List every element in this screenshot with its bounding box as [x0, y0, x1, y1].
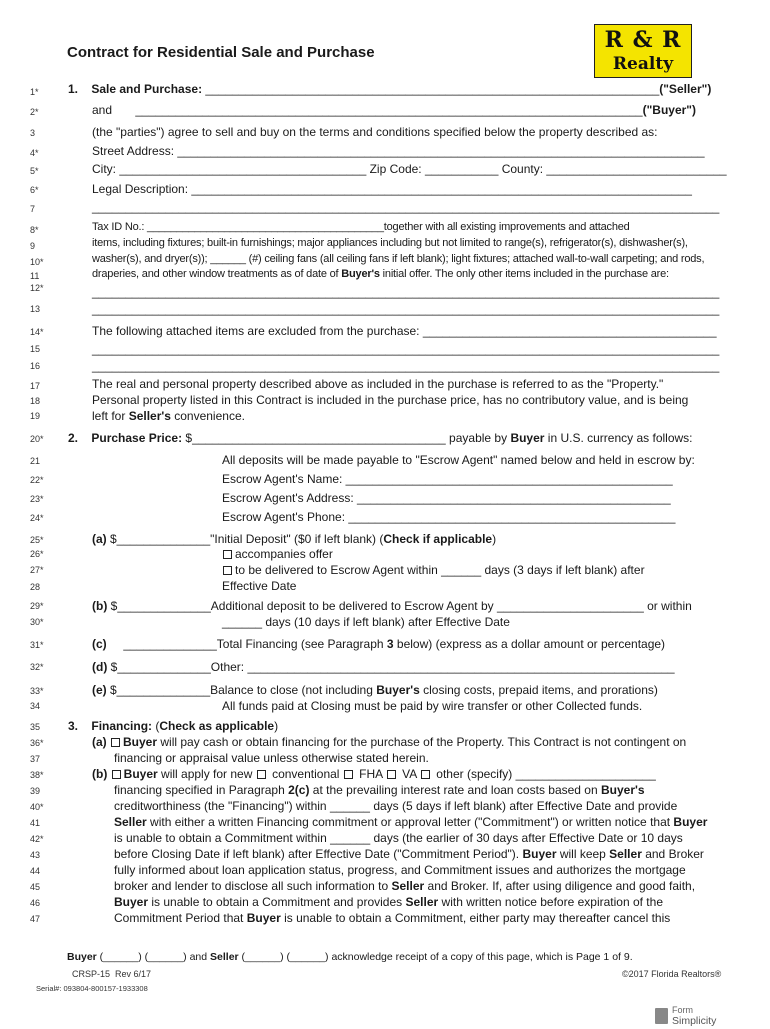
buyer-label: ("Buyer") [642, 103, 696, 117]
line-33-e: closing costs, prepaid items, and prorations) [419, 683, 658, 697]
line-27 [222, 563, 645, 578]
va-label: VA [398, 767, 420, 781]
line-36 [92, 735, 686, 750]
line-47 [114, 911, 670, 926]
line-25-c: "Initial Deposit" ($0 if left blank) ( [210, 532, 384, 546]
line-number: 13 [30, 304, 41, 314]
line-41-b: with either a written Financing commitment or approval letter ("Commitment") or written notice that [146, 815, 674, 829]
line-37: financing or appraisal value unless otherwise stated herein. [114, 751, 429, 765]
line-number: 23* [30, 494, 44, 504]
accompanies-offer-checkbox[interactable] [223, 550, 232, 559]
line-47-a: Commitment Period that [114, 911, 247, 925]
section-2-heading: Purchase Price: [91, 431, 183, 445]
legal-description-field[interactable]: Legal Description: ___________________________________________________________________________ [92, 182, 692, 196]
line-38-c: will apply for new [157, 767, 256, 781]
line-39-a: financing specified in Paragraph [114, 783, 289, 797]
line-31-num: 3 [386, 637, 394, 651]
line-33-c: Balance to close (not including [210, 683, 377, 697]
line-9: items, including fixtures; built-in furnishings; major appliances including but not limited to range(s), refrigerator(s), dishwasher(s), [92, 237, 688, 249]
line-28: Effective Date [222, 579, 297, 593]
line-25 [92, 532, 496, 547]
line-41-buyer: Buyer [673, 815, 708, 829]
line-20-f: in U.S. currency as follows: [544, 431, 693, 445]
line-45-c: and Broker. If, after using diligence and good faith, [424, 879, 696, 893]
buyer-initials-fields[interactable]: (______) (______) and [96, 951, 211, 963]
line-46-d: with written notice before expiration of the [438, 895, 663, 909]
line-36-buyer: Buyer [123, 735, 158, 749]
line-2 [92, 103, 696, 118]
line-20 [68, 431, 693, 446]
line-45-seller: Seller [391, 879, 425, 893]
line-35-check: Check as applicable [159, 719, 275, 733]
line-1 [68, 82, 711, 97]
line-29 [92, 599, 692, 614]
line-11-a: draperies, and other window treatments as of date of [92, 268, 342, 280]
line-number: 41 [30, 818, 41, 828]
page-title: Contract for Residential Sale and Purchase [67, 44, 375, 61]
line-number: 20* [30, 434, 44, 444]
seller-initials-fields[interactable]: (______) (______) acknowledge receipt of a copy of this page, which is Page 1 of 9. [238, 951, 633, 963]
line-10: washer(s), and dryer(s)); ______ (#) ceiling fans (all ceiling fans if left blank); light fixtures; attached wall-to-wall carpeting; and rods, [92, 253, 705, 265]
line-number: 37 [30, 754, 41, 764]
rr-realty-logo [594, 24, 692, 78]
street-address-field[interactable]: Street Address: _______________________________________________________________________________ [92, 144, 705, 158]
and-text: and [92, 103, 113, 117]
line-43-c: will keep [556, 847, 610, 861]
form-simplicity-line1: Form [672, 1005, 693, 1015]
section-3-number: 3. [68, 719, 79, 733]
line-3: (the "parties") agree to sell and buy on the terms and conditions specified below the property described as: [92, 125, 658, 139]
line-35-c: ( [152, 719, 160, 733]
line-45-a: broker and lender to disclose all such information to [114, 879, 392, 893]
section-2-number: 2. [68, 431, 79, 445]
item-d-label: (d) [92, 660, 108, 674]
line-number: 6* [30, 185, 39, 195]
item-b-label: (b) [92, 599, 108, 613]
line-40: creditworthiness (the "Financing") within ______ days (5 days if left blank) after Effective Date and provide [114, 799, 678, 813]
line-45 [114, 879, 695, 894]
included-items-field[interactable]: ______________________________________________________________________________________________ [92, 285, 720, 299]
line-number: 30* [30, 617, 44, 627]
other-description-field[interactable]: Other: ________________________________________________________________ [210, 660, 675, 674]
section-1-heading: Sale and Purchase: [91, 82, 203, 96]
form-simplicity-logo [655, 1007, 725, 1029]
acknowledgement-line [67, 951, 633, 963]
excluded-items-field-3[interactable]: ______________________________________________________________________________________________ [92, 359, 720, 373]
other-checkbox[interactable] [421, 770, 430, 779]
line-number: 31* [30, 640, 44, 650]
apply-financing-checkbox[interactable] [112, 770, 121, 779]
line-number: 36* [30, 738, 44, 748]
line-41-seller: Seller [114, 815, 147, 829]
line-number: 46 [30, 898, 41, 908]
line-number: 28 [30, 582, 41, 592]
line-25-e: ) [492, 532, 497, 546]
line-11-c: initial offer. The only other items included in the purchase are: [379, 268, 669, 280]
line-number: 7 [30, 204, 36, 214]
line-number: 33* [30, 686, 44, 696]
line-43-seller: Seller [609, 847, 642, 861]
line-20-buyer: Buyer [510, 431, 545, 445]
line-31-c: Total Financing (see Paragraph [216, 637, 387, 651]
tax-id-field[interactable]: Tax ID No.: ________________________________________ [92, 221, 384, 233]
line-27-text: to be delivered to Escrow Agent within ______ days (3 days if left blank) after [235, 563, 645, 577]
line-number: 39 [30, 786, 41, 796]
other-financing-field[interactable]: other (specify) _____________________ [432, 767, 656, 781]
line-number: 15 [30, 344, 41, 354]
line-number: 18 [30, 396, 41, 406]
ack-buyer: Buyer [67, 951, 97, 963]
conventional-label: conventional [268, 767, 343, 781]
line-46-b: is unable to obtain a Commitment and provides [148, 895, 406, 909]
line-47-buyer: Buyer [246, 911, 281, 925]
serial-number: Serial#: 093804-800157-1933308 [36, 984, 148, 993]
line-number: 40* [30, 802, 44, 812]
line-34: All funds paid at Closing must be paid by wire transfer or other Collected funds. [222, 699, 643, 713]
line-number: 26* [30, 549, 44, 559]
escrow-agent-address-field[interactable]: Escrow Agent's Address: _______________________________________________ [222, 491, 671, 505]
line-8-text: together with all existing improvements and attached [383, 221, 630, 233]
line-44: fully informed about loan application status, progress, and Commitment issues and authorizes the mortgage [114, 863, 686, 877]
line-29-text: Additional deposit to be delivered to Escrow Agent by ______________________ or within [210, 599, 692, 613]
line-31-e: below) (express as a dollar amount or percentage) [393, 637, 666, 651]
logo-line1: R & R [604, 27, 682, 53]
line-number: 17 [30, 381, 41, 391]
fha-label: FHA [355, 767, 386, 781]
seller-name-field[interactable]: ____________________________________________________________________ [205, 82, 660, 96]
line-number: 12* [30, 283, 44, 293]
line-number: 27* [30, 565, 44, 575]
cash-checkbox[interactable] [111, 738, 120, 747]
line-38 [92, 767, 656, 782]
line-number: 32* [30, 662, 44, 672]
line-39-para: 2(c) [288, 783, 310, 797]
escrow-agent-name-field[interactable]: Escrow Agent's Name: _________________________________________________ [222, 472, 673, 486]
line-number: 45 [30, 882, 41, 892]
line-number: 21 [30, 456, 41, 466]
fin-b-label: (b) [92, 767, 108, 781]
line-41 [114, 815, 707, 830]
line-number: 5* [30, 166, 39, 176]
line-19 [92, 409, 245, 424]
line-20-d: payable by [449, 431, 511, 445]
form-simplicity-line2: Simplicity [672, 1015, 717, 1027]
line-31 [92, 637, 665, 652]
line-11 [92, 267, 669, 282]
other-amount-field[interactable]: $______________ [107, 660, 211, 674]
line-36-c: will pay cash or obtain financing for the purchase of the Property. This Contract is not contingent on [157, 735, 687, 749]
line-21: All deposits will be made payable to "Escrow Agent" named below and held in escrow by: [222, 453, 695, 467]
line-number: 14* [30, 327, 44, 337]
line-number: 24* [30, 513, 44, 523]
line-number: 43 [30, 850, 41, 860]
form-simplicity-icon [655, 1008, 668, 1024]
line-38-buyer: Buyer [123, 767, 158, 781]
line-19-seller: Seller's [128, 409, 171, 423]
line-number: 25* [30, 535, 44, 545]
balance-field[interactable]: $______________ [106, 683, 211, 697]
line-number: 34 [30, 701, 41, 711]
line-number: 9 [30, 241, 36, 251]
line-35-e: ) [274, 719, 279, 733]
line-42: is unable to obtain a Commitment within ______ days (the earlier of 30 days after Effective Date or 10 days [114, 831, 683, 845]
line-8 [92, 220, 630, 235]
va-checkbox[interactable] [387, 770, 396, 779]
line-43-buyer: Buyer [522, 847, 557, 861]
line-number: 16 [30, 361, 41, 371]
excluded-items-field-2[interactable]: ______________________________________________________________________________________________ [92, 342, 720, 356]
line-number: 42* [30, 834, 44, 844]
line-39-c: at the prevailing interest rate and loan costs based on [309, 783, 601, 797]
line-33-buyer: Buyer's [376, 683, 420, 697]
seller-label: ("Seller") [659, 82, 712, 96]
line-43 [114, 847, 704, 862]
line-46-seller: Seller [405, 895, 439, 909]
line-number: 35 [30, 722, 41, 732]
line-number: 2* [30, 107, 39, 117]
line-19-c: convenience. [170, 409, 245, 423]
item-a-label: (a) [92, 532, 107, 546]
legal-description-field-2[interactable]: ______________________________________________________________________________________________ [92, 200, 720, 214]
line-number: 22* [30, 475, 44, 485]
ack-seller: Seller [210, 951, 239, 963]
line-number: 1* [30, 87, 39, 97]
line-number: 3 [30, 128, 36, 138]
line-43-a: before Closing Date if left blank) after Effective Date ("Commitment Period"). [114, 847, 523, 861]
line-25-check: Check if applicable [383, 532, 493, 546]
section-3-heading: Financing: [91, 719, 153, 733]
line-number: 11 [30, 271, 40, 281]
line-17: The real and personal property described above as included in the purchase is referred to as the "Property." [92, 377, 664, 391]
conventional-checkbox[interactable] [257, 770, 266, 779]
total-financing-field[interactable]: ______________ [123, 637, 217, 651]
line-number: 38* [30, 770, 44, 780]
copyright: ©2017 Florida Realtors® [622, 969, 722, 979]
included-items-field-2[interactable]: ______________________________________________________________________________________________ [92, 302, 720, 316]
additional-deposit-field[interactable]: $______________ [107, 599, 211, 613]
line-39-buyer: Buyer's [600, 783, 645, 797]
item-e-label: (e) [92, 683, 107, 697]
line-47-c: is unable to obtain a Commitment, either party may thereafter cancel this [280, 911, 671, 925]
line-number: 19 [30, 411, 41, 421]
line-number: 4* [30, 148, 39, 158]
fha-checkbox[interactable] [344, 770, 353, 779]
line-43-e: and Broker [641, 847, 704, 861]
line-26-text: accompanies offer [235, 547, 333, 561]
excluded-items-field[interactable]: The following attached items are excluded from the purchase: ____________________________________________ [92, 324, 717, 338]
line-30: ______ days (10 days if left blank) after Effective Date [222, 615, 510, 629]
line-number: 47 [30, 914, 41, 924]
item-c-label: (c) [92, 637, 107, 651]
line-46 [114, 895, 663, 910]
line-number: 29* [30, 601, 44, 611]
city-zip-county-fields[interactable]: City: _____________________________________ Zip Code: ___________ County: ___________________________ [92, 162, 727, 176]
escrow-agent-phone-field[interactable]: Escrow Agent's Phone: _________________________________________________ [222, 510, 676, 524]
line-26 [222, 547, 333, 562]
section-1-number: 1. [68, 82, 79, 96]
form-revision: Rev 6/17 [115, 969, 152, 979]
line-46-buyer: Buyer [114, 895, 149, 909]
line-39 [114, 783, 645, 798]
line-11-buyer: Buyer's [341, 268, 380, 280]
line-number: 44 [30, 866, 41, 876]
line-number: 10* [30, 257, 44, 267]
purchase-price-field[interactable]: $______________________________________ [182, 431, 446, 445]
initial-deposit-field[interactable]: $______________ [106, 532, 211, 546]
logo-line2: Realty [612, 54, 674, 74]
deliver-to-escrow-checkbox[interactable] [223, 566, 232, 575]
fin-a-label: (a) [92, 735, 107, 749]
line-19-a: left for [92, 409, 129, 423]
line-number: 8* [30, 225, 39, 235]
buyer-name-field[interactable]: ____________________________________________________________________________ [135, 103, 643, 117]
line-33 [92, 683, 658, 698]
line-32 [92, 660, 675, 675]
line-35 [68, 719, 278, 734]
form-code: CRSP-15 [72, 969, 111, 979]
line-18: Personal property listed in this Contract is included in the purchase price, has no contributory value, and is being [92, 393, 689, 407]
